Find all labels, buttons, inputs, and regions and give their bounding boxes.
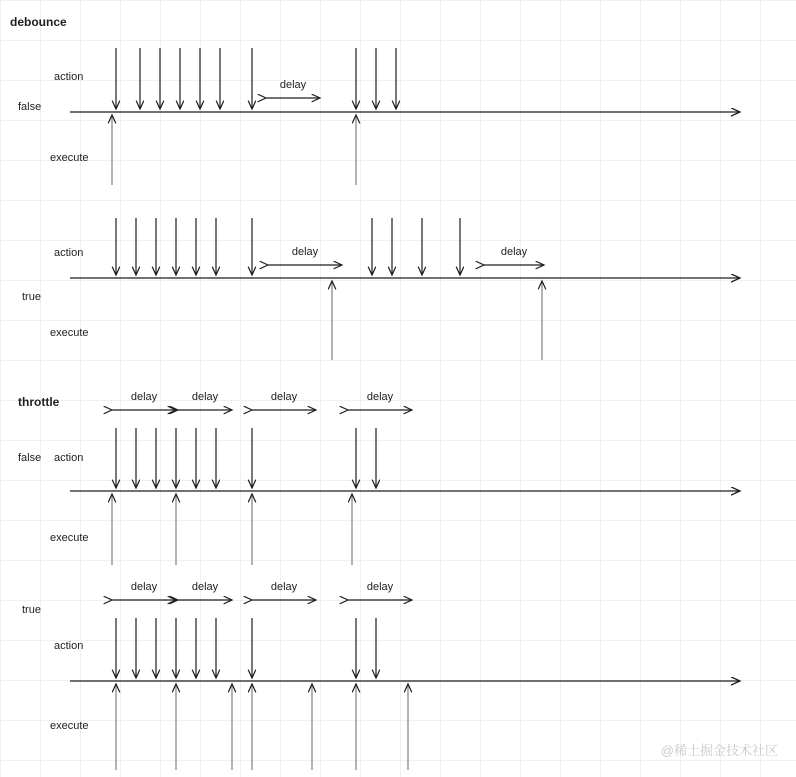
delay-label: delay bbox=[270, 391, 298, 403]
delay-label: delay bbox=[279, 79, 307, 91]
delay-label: delay bbox=[191, 581, 219, 593]
delay-label: delay bbox=[191, 391, 219, 403]
action-label: action bbox=[54, 452, 84, 464]
delay-label: delay bbox=[291, 246, 319, 258]
delay-label: delay bbox=[270, 581, 298, 593]
execute-label: execute bbox=[50, 327, 89, 339]
mode-label-true: true bbox=[22, 291, 41, 303]
execute-label: execute bbox=[50, 532, 89, 544]
mode-label-true: true bbox=[22, 604, 41, 616]
action-label: action bbox=[54, 247, 84, 259]
execute-label: execute bbox=[50, 152, 89, 164]
mode-label-false: false bbox=[18, 452, 42, 464]
title-debounce: debounce bbox=[10, 15, 67, 29]
action-label: action bbox=[54, 71, 84, 83]
delay-label: delay bbox=[500, 246, 528, 258]
mode-label-false: false bbox=[18, 101, 42, 113]
title-throttle: throttle bbox=[18, 395, 60, 409]
delay-label: delay bbox=[130, 581, 158, 593]
delay-label: delay bbox=[366, 391, 394, 403]
action-label: action bbox=[54, 640, 84, 652]
delay-label: delay bbox=[366, 581, 394, 593]
watermark: @稀土掘金技术社区 bbox=[660, 743, 778, 758]
execute-label: execute bbox=[50, 720, 89, 732]
delay-label: delay bbox=[130, 391, 158, 403]
